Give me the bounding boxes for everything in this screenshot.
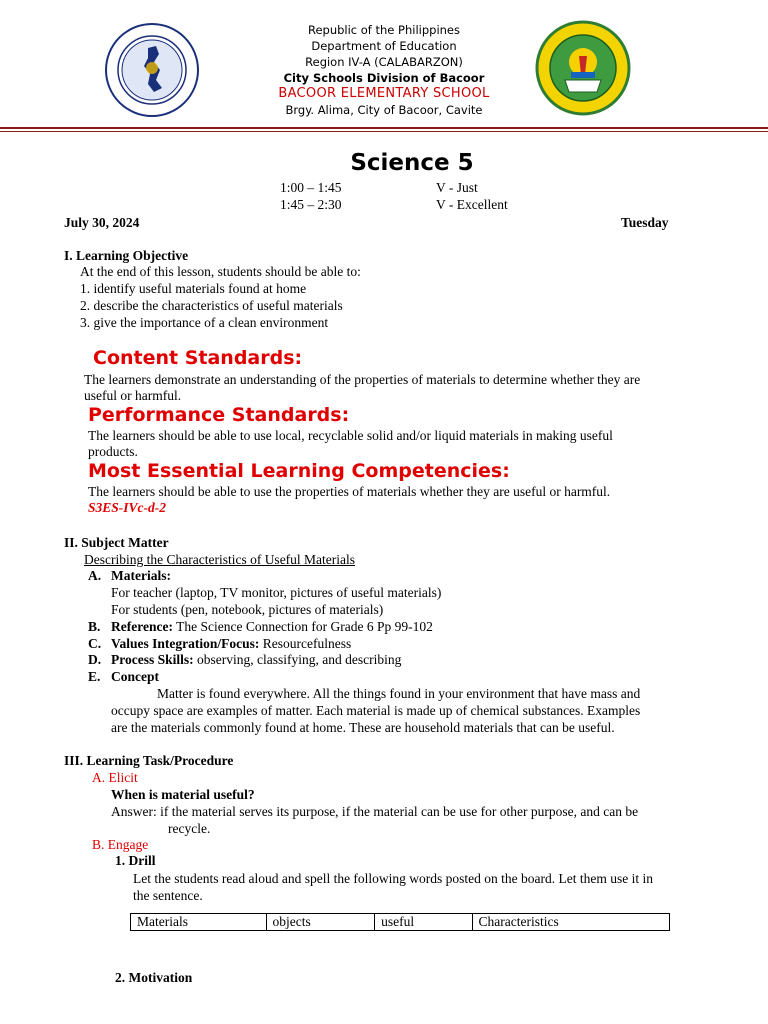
concept-title: Concept bbox=[111, 669, 159, 684]
concept-text-cont: occupy space are examples of matter. Each material is made up of chemical substances. Examples bbox=[111, 703, 641, 718]
schedule-section-2: V - Excellent bbox=[436, 197, 508, 212]
drill-heading: 1. Drill bbox=[115, 853, 156, 868]
list-marker-b: B. bbox=[88, 619, 101, 634]
reference-line bbox=[111, 619, 433, 636]
content-standards-text: The learners demonstrate an understanding of the properties of materials to determine whether they are bbox=[84, 372, 641, 387]
motivation-heading: 2. Motivation bbox=[115, 970, 193, 985]
objective-item: 1. identify useful materials found at home bbox=[80, 281, 307, 296]
lesson-date: July 30, 2024 bbox=[64, 215, 140, 230]
engage-label: B. Engage bbox=[92, 837, 149, 852]
table-row bbox=[131, 914, 670, 931]
list-marker-d: D. bbox=[88, 652, 102, 667]
concept-text: Matter is found everywhere. All the things found in your environment that have mass and bbox=[157, 686, 641, 701]
list-marker-e: E. bbox=[88, 669, 101, 684]
drill-text: Let the students read aloud and spell the following words posted on the board. Let them use it in bbox=[133, 871, 654, 886]
process-skills-text: observing, classifying, and describing bbox=[193, 652, 402, 667]
list-marker-c: C. bbox=[88, 636, 102, 651]
header-rule bbox=[0, 127, 768, 129]
subject-matter-heading: II. Subject Matter bbox=[64, 535, 169, 550]
letterhead-department: Department of Education bbox=[311, 39, 457, 53]
process-skills-title: Process Skills: bbox=[111, 652, 194, 667]
objective-intro: At the end of this lesson, students should be able to: bbox=[80, 264, 361, 279]
schedule-section-1: V - Just bbox=[436, 180, 478, 195]
values-line bbox=[111, 636, 351, 653]
materials-students: For students (pen, notebook, pictures of materials) bbox=[111, 602, 384, 617]
melc-heading: Most Essential Learning Competencies: bbox=[88, 460, 510, 482]
elicit-answer: Answer: if the material serves its purpose, if the material can be use for other purpose, and can be bbox=[111, 804, 639, 819]
word-cell: Characteristics bbox=[472, 914, 669, 931]
schedule-time-1: 1:00 – 1:45 bbox=[280, 180, 342, 195]
values-text: Resourcefulness bbox=[259, 636, 352, 651]
objective-item: 2. describe the characteristics of useful materials bbox=[80, 298, 343, 313]
letterhead-republic: Republic of the Philippines bbox=[307, 23, 461, 37]
reference-text: The Science Connection for Grade 6 Pp 99-102 bbox=[172, 619, 433, 634]
performance-standards-text: The learners should be able to use local, recyclable solid and/or liquid materials in making useful bbox=[88, 428, 613, 443]
lesson-day: Tuesday bbox=[621, 215, 669, 230]
procedure-heading: III. Learning Task/Procedure bbox=[64, 753, 234, 768]
reference-title: Reference: bbox=[111, 619, 173, 634]
word-cell: useful bbox=[375, 914, 472, 931]
word-cell: Materials bbox=[131, 914, 267, 931]
drill-words-table bbox=[130, 913, 670, 931]
values-title: Values Integration/Focus: bbox=[111, 636, 260, 651]
list-marker-a: A. bbox=[88, 568, 102, 583]
drill-text-cont: the sentence. bbox=[133, 888, 203, 903]
materials-teacher: For teacher (laptop, TV monitor, pictures of useful materials) bbox=[111, 585, 442, 600]
objective-item: 3. give the importance of a clean environment bbox=[80, 315, 329, 330]
subject-topic: Describing the Characteristics of Useful Materials bbox=[84, 552, 356, 567]
melc-text: The learners should be able to use the properties of materials whether they are useful or harmful. bbox=[88, 484, 611, 499]
schedule-time-2: 1:45 – 2:30 bbox=[280, 197, 342, 212]
melc-code: S3ES-IVc-d-2 bbox=[88, 500, 167, 515]
letterhead-address: Brgy. Alima, City of Bacoor, Cavite bbox=[285, 103, 483, 117]
page-title: Science 5 bbox=[350, 150, 474, 176]
letterhead bbox=[0, 22, 768, 118]
concept-text-cont: are the materials commonly found at home. These are household materials that can be useful. bbox=[111, 720, 615, 735]
letterhead-region: Region IV-A (CALABARZON) bbox=[305, 55, 463, 69]
content-standards-heading: Content Standards: bbox=[93, 347, 303, 369]
letterhead-division: City Schools Division of Bacoor bbox=[283, 71, 485, 85]
elicit-label: A. Elicit bbox=[92, 770, 138, 785]
content-standards-text-cont: useful or harmful. bbox=[84, 388, 182, 403]
materials-title: Materials: bbox=[111, 568, 171, 583]
elicit-question: When is material useful? bbox=[111, 787, 255, 802]
objective-heading: I. Learning Objective bbox=[64, 248, 189, 263]
process-skills-line bbox=[111, 652, 401, 669]
header-rule-thin bbox=[0, 131, 768, 132]
letterhead-school: BACOOR ELEMENTARY SCHOOL bbox=[278, 86, 490, 101]
performance-standards-heading: Performance Standards: bbox=[88, 404, 350, 426]
word-cell: objects bbox=[266, 914, 375, 931]
elicit-answer-cont: recycle. bbox=[168, 821, 211, 836]
performance-standards-text-cont: products. bbox=[88, 444, 138, 459]
